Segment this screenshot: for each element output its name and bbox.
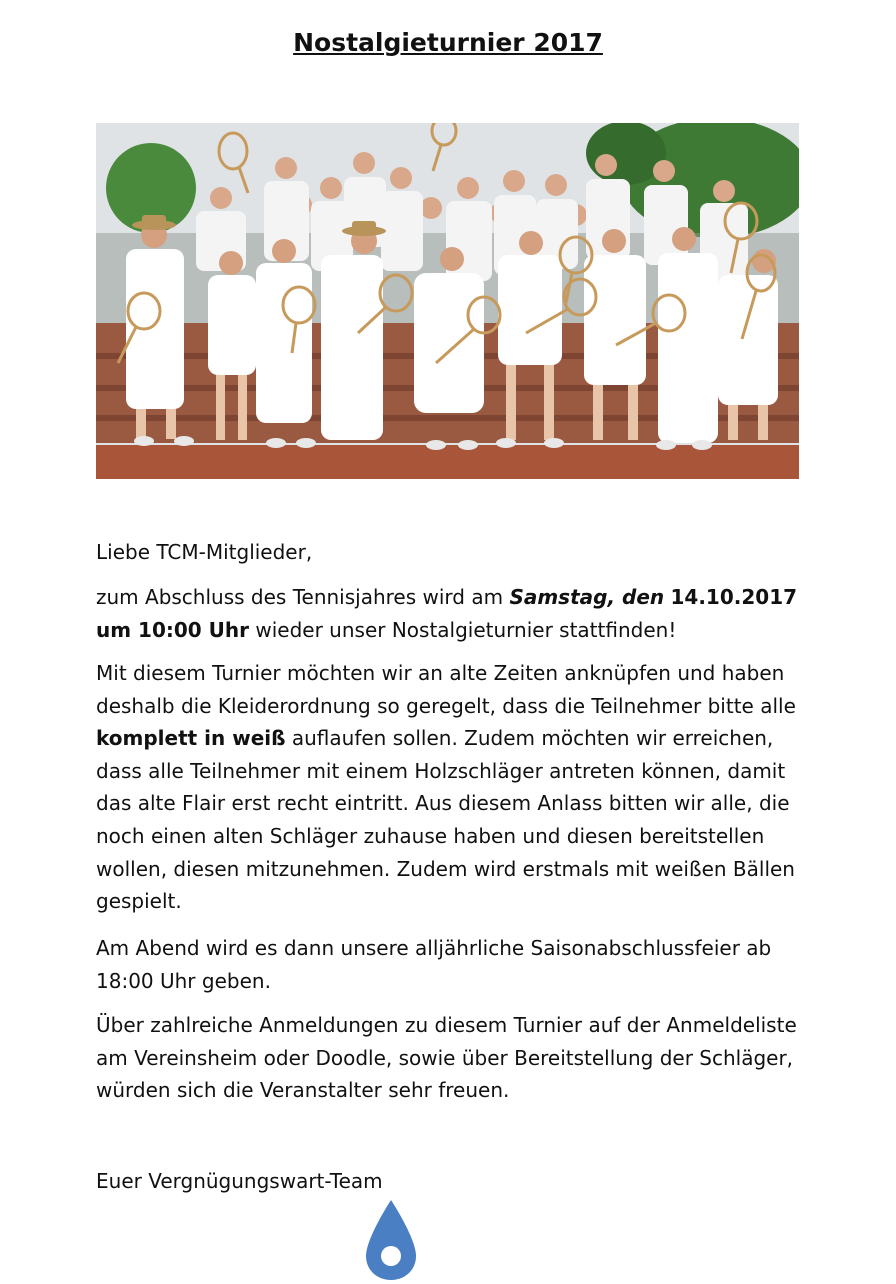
announcement-rest: wieder unser Nostalgieturnier stattfinden!: [249, 617, 677, 642]
greeting: Liebe TCM-Mitglieder,: [96, 540, 313, 564]
announcement-date: 14.10.2017: [670, 585, 798, 609]
paragraph-registration: Über zahlreiche Anmeldungen zu diesem Turnier auf der Anmeldeliste am Vereinsheim oder Doodle, sowie über Bereitstellung der Schläger, würden sich die Veranstalter sehr freuen.: [96, 1013, 797, 1103]
dress-code-highlight: komplett in weiß: [96, 726, 286, 751]
page-title: Nostalgieturnier 2017: [293, 28, 603, 57]
paragraph-dress-code: Mit diesem Turnier möchten wir an alte Zeiten anknüpfen und haben deshalb die Kleiderordnung so geregelt, dass die Teilnehmer bitte alle komplett in weiß auflaufen sollen. Zudem möchten wir erreichen, dass alle Teilnehmer mit einem Holzschläger antreten können, damit das alte Flair erst recht eintritt. Aus diesem Anlass bitten wir alle, die noch einen alten Schläger zuhause haben und diesen bereitstellen wollen, diesen mitzunehmen. Zudem wird erstmals mit weißen Bällen gespielt.: [96, 661, 796, 914]
paragraph-evening: Am Abend wird es dann unsere alljährliche Saisonabschlussfeier ab 18:00 Uhr geben.: [96, 936, 772, 993]
paragraph-announcement: [96, 581, 806, 646]
group-photo: [96, 123, 799, 479]
announcement-day: Samstag, den: [509, 585, 665, 609]
signature: Euer Vergnügungswart-Team: [96, 1169, 383, 1193]
group-photo-illustration: [96, 123, 799, 479]
water-drop-icon: [364, 1200, 418, 1280]
announcement-time: um 10:00 Uhr: [96, 617, 250, 642]
announcement-intro: zum Abschluss des Tennisjahres wird am: [96, 585, 510, 609]
